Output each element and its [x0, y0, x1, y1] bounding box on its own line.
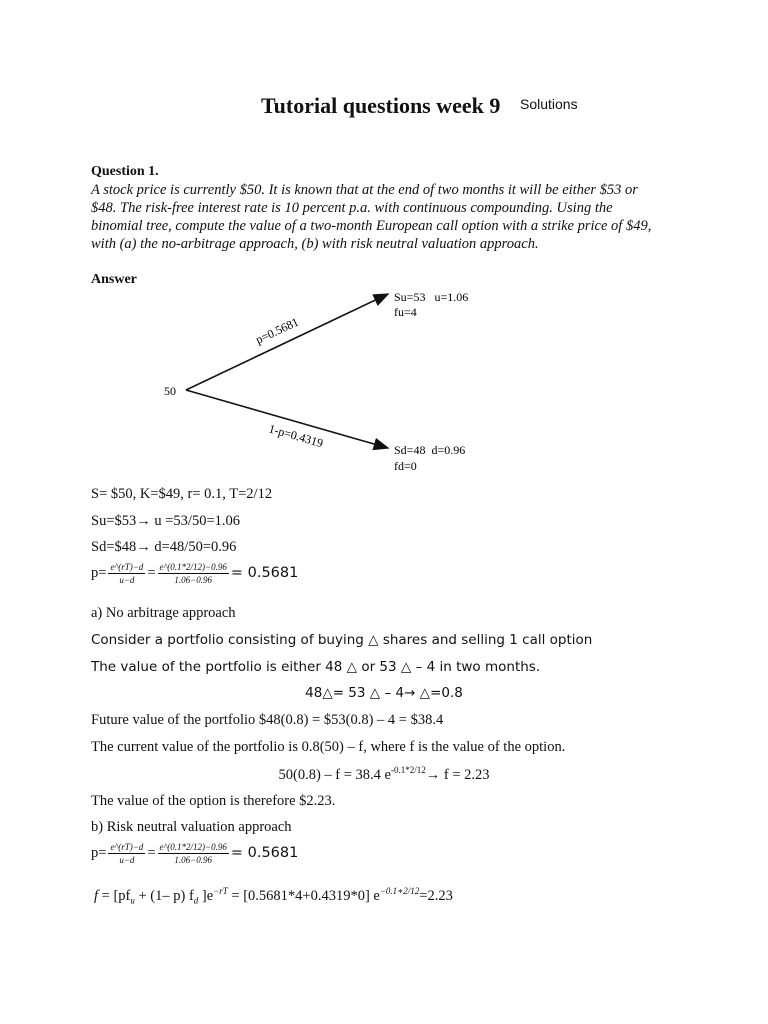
p-frac2-num: e^(0.1*2/12)−0.96: [159, 842, 227, 852]
arrow-right-icon: →: [136, 539, 151, 555]
su-line: [91, 513, 240, 530]
p-fraction-1: [108, 562, 145, 585]
arrow-right-icon: →: [136, 513, 151, 529]
portfolio-value-line: The value of the portfolio is either 48 △ or 53 △ – 4 in two months.: [91, 659, 541, 675]
arrow-right-icon: →: [425, 766, 441, 783]
p-frac1-den: u−d: [119, 575, 135, 585]
up-node-label: Su=53 u=1.06: [394, 290, 469, 304]
final-sub-d: d: [193, 895, 199, 906]
p-frac2-den: 1.06−0.96: [174, 575, 212, 585]
sd-right: d=48/50=0.96: [150, 539, 237, 555]
su-right: u =53/50=1.06: [150, 513, 241, 529]
final-exp2: −0.1∗2/12: [379, 886, 420, 896]
down-probability-label: 1-p=0.4319: [267, 421, 325, 451]
final-sub-u: u: [130, 895, 135, 906]
part-a-heading: a) No arbitrage approach: [91, 605, 236, 621]
f-eq-right: f = 2.23: [440, 766, 490, 783]
binomial-tree-diagram: [150, 280, 550, 480]
final-end: =2.23: [419, 887, 453, 904]
p-fraction-1: [108, 842, 145, 865]
answer-heading: Answer: [91, 272, 137, 287]
f-eq-exponent: -0.1*2/12: [390, 765, 426, 775]
p-result: = 0.5681: [230, 564, 299, 581]
final-mid: = [pf: [98, 887, 131, 904]
future-value-line: Future value of the portfolio $48(0.8) = $53(0.8) – 4 = $38.4: [91, 712, 444, 728]
page-subtitle: Solutions: [520, 96, 578, 112]
p-prefix: p=: [91, 844, 107, 861]
up-node-payoff: fu=4: [394, 305, 417, 319]
up-branch-arrow: [186, 294, 388, 390]
p-formula-repeat: p= $\frac{e\^{}(rT)-d}{u-d}$ = $\frac{e\^{}(0.1*2/12)-0.96}{1.06-0.96}$ = 0.5681: [91, 842, 299, 865]
p-fraction-2: [158, 562, 229, 585]
root-node-label: 50: [164, 384, 176, 398]
down-node-label: Sd=48 d=0.96: [394, 443, 466, 457]
p-result: = 0.5681: [230, 844, 299, 861]
p-frac1-den: u−d: [119, 855, 135, 865]
final-mid3: ]e: [198, 887, 214, 904]
question-line: binomial tree, compute the value of a two-month European call option with a strike price of $49,: [91, 218, 652, 234]
up-probability-label: p=0.5681: [253, 314, 301, 347]
delta-eq-right: △=0.8: [415, 685, 463, 701]
p-frac2-den: 1.06−0.96: [174, 855, 212, 865]
su-left: Su=$53: [91, 513, 137, 529]
question-line: A stock price is currently $50. It is known that at the end of two months it will be either $53 or: [91, 182, 638, 198]
part-b-heading: b) Risk neutral valuation approach: [91, 819, 292, 835]
option-value-equation: [0, 765, 768, 784]
f-eq-left: 50(0.8) – f = 38.4 e: [278, 766, 391, 783]
p-formula: p= $\frac{e\^{}(rT)-d}{u-d}$ = $\frac{e\^{}(0.1*2/12)-0.96}{1.06-0.96}$ = 0.5681: [91, 562, 299, 585]
arrow-right-icon: →: [404, 685, 416, 701]
question-heading: Question 1.: [91, 164, 159, 179]
down-node-payoff: fd=0: [394, 459, 417, 473]
final-f: f: [94, 887, 99, 904]
sd-left: Sd=$48: [91, 539, 137, 555]
p-fraction-2: [158, 842, 229, 865]
page-title: Tutorial questions week 9: [261, 93, 501, 118]
p-frac1-num: e^(rT)−d: [110, 562, 144, 572]
parameters-line: S= $50, K=$49, r= 0.1, T=2/12: [91, 486, 273, 502]
delta-equation: [0, 685, 768, 701]
delta-eq-left: 48△= 53 △ – 4: [305, 685, 405, 701]
question-line: $48. The risk-free interest rate is 10 percent p.a. with continuous compounding. Using the: [91, 200, 613, 216]
option-value-line: The value of the option is therefore $2.23.: [91, 793, 336, 809]
final-mid2: + (1– p) f: [134, 887, 194, 904]
p-frac2-num: e^(0.1*2/12)−0.96: [159, 562, 227, 572]
question-line: with (a) the no-arbitrage approach, (b) with risk neutral valuation approach.: [91, 236, 539, 252]
sd-line: [91, 539, 236, 556]
current-value-line: The current value of the portfolio is 0.8(50) – f, where f is the value of the option.: [91, 739, 566, 755]
p-frac1-num: e^(rT)−d: [110, 842, 144, 852]
p-prefix: p=: [91, 564, 107, 581]
risk-neutral-formula: [94, 886, 453, 906]
final-exp1: −rT: [213, 886, 228, 896]
final-mid4: = [0.5681*4+0.4319*0] e: [227, 887, 380, 904]
portfolio-line: Consider a portfolio consisting of buying △ shares and selling 1 call option: [91, 632, 593, 648]
